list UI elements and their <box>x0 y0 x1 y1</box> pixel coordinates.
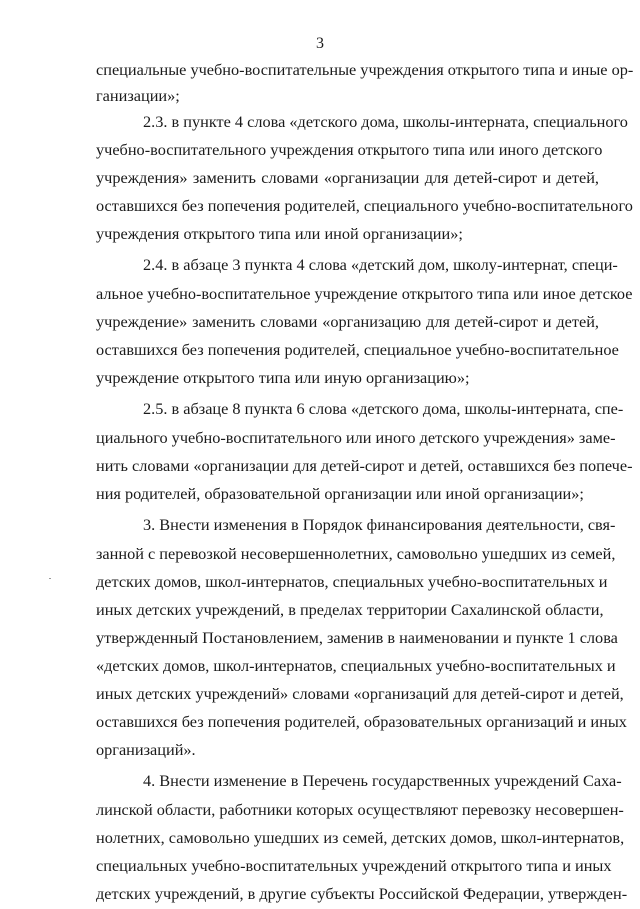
text-line: оставшихся без попечения родителей, специального учебно-воспитательного <box>96 196 633 215</box>
text-line: оставшихся без попечения родителей, образовательных организаций и иных <box>96 712 627 731</box>
text-line: линской области, работники которых осуществляют перевозку несовершен- <box>96 800 624 819</box>
text-line: учреждения открытого типа или иной организации»; <box>96 224 463 243</box>
text-line: учреждение» заменить словами «организацию для детей-сирот и детей, <box>96 312 599 331</box>
paragraph-4-first-line: 4. Внести изменение в Перечень государственных учреждений Саха- <box>143 771 622 790</box>
text-line: организаций». <box>96 740 196 759</box>
text-line: нить словами «организации для детей-сирот и детей, оставшихся без попече- <box>96 456 633 475</box>
text-line: детских учреждений, в другие субъекты Российской Федерации, утвержден- <box>96 884 628 903</box>
text-line: учебно-воспитательного учреждения открытого типа или иного детского <box>96 140 603 159</box>
text-line: специальные учебно-воспитательные учреждения открытого типа и иные ор- <box>96 60 634 79</box>
text-line: ния родителей, образовательной организации или иной организации»; <box>96 484 584 503</box>
text-line: детских домов, школ-интернатов, специальных учебно-воспитательных и <box>96 572 608 591</box>
text-line: иных детских учреждений» словами «организаций для детей-сирот и детей, <box>96 684 624 703</box>
text-line: циального учебно-воспитательного или иного детского учреждения» заме- <box>96 428 616 447</box>
paragraph-3-first-line: 3. Внести изменения в Порядок финансирования деятельности, свя- <box>143 515 616 534</box>
text-line: альное учебно-воспитательное учреждение открытого типа или иное детское <box>96 284 633 303</box>
text-line: учреждение открытого типа или иную организацию»; <box>96 368 470 387</box>
paragraph-2-5-first-line: 2.5. в абзаце 8 пункта 6 слова «детского дома, школы-интерната, спе- <box>143 399 624 418</box>
text-line: учреждения» заменить словами «организации для детей-сирот и детей, <box>96 168 599 187</box>
text-line: ганизации»; <box>96 86 180 105</box>
text-line: утвержденный Постановлением, заменив в наименовании и пункте 1 слова <box>96 628 618 647</box>
text-line: оставшихся без попечения родителей, специальное учебно-воспитательное <box>96 340 619 359</box>
margin-mark <box>49 578 51 579</box>
text-line: иных детских учреждений, в пределах территории Сахалинской области, <box>96 600 604 619</box>
text-line: нолетних, самовольно ушедших из семей, детских домов, школ-интернатов, <box>96 828 625 847</box>
page-number: 3 <box>316 35 324 52</box>
text-line: специальных учебно-воспитательных учреждений открытого типа и иных <box>96 856 612 875</box>
text-line: «детских домов, школ-интернатов, специальных учебно-воспитательных и <box>96 656 616 675</box>
paragraph-2-4-first-line: 2.4. в абзаце 3 пункта 4 слова «детский дом, школу-интернат, специ- <box>143 255 618 274</box>
text-line: занной с перевозкой несовершеннолетних, самовольно ушедших из семей, <box>96 544 616 563</box>
paragraph-2-3-first-line: 2.3. в пункте 4 слова «детского дома, школы-интерната, специального <box>143 112 628 131</box>
